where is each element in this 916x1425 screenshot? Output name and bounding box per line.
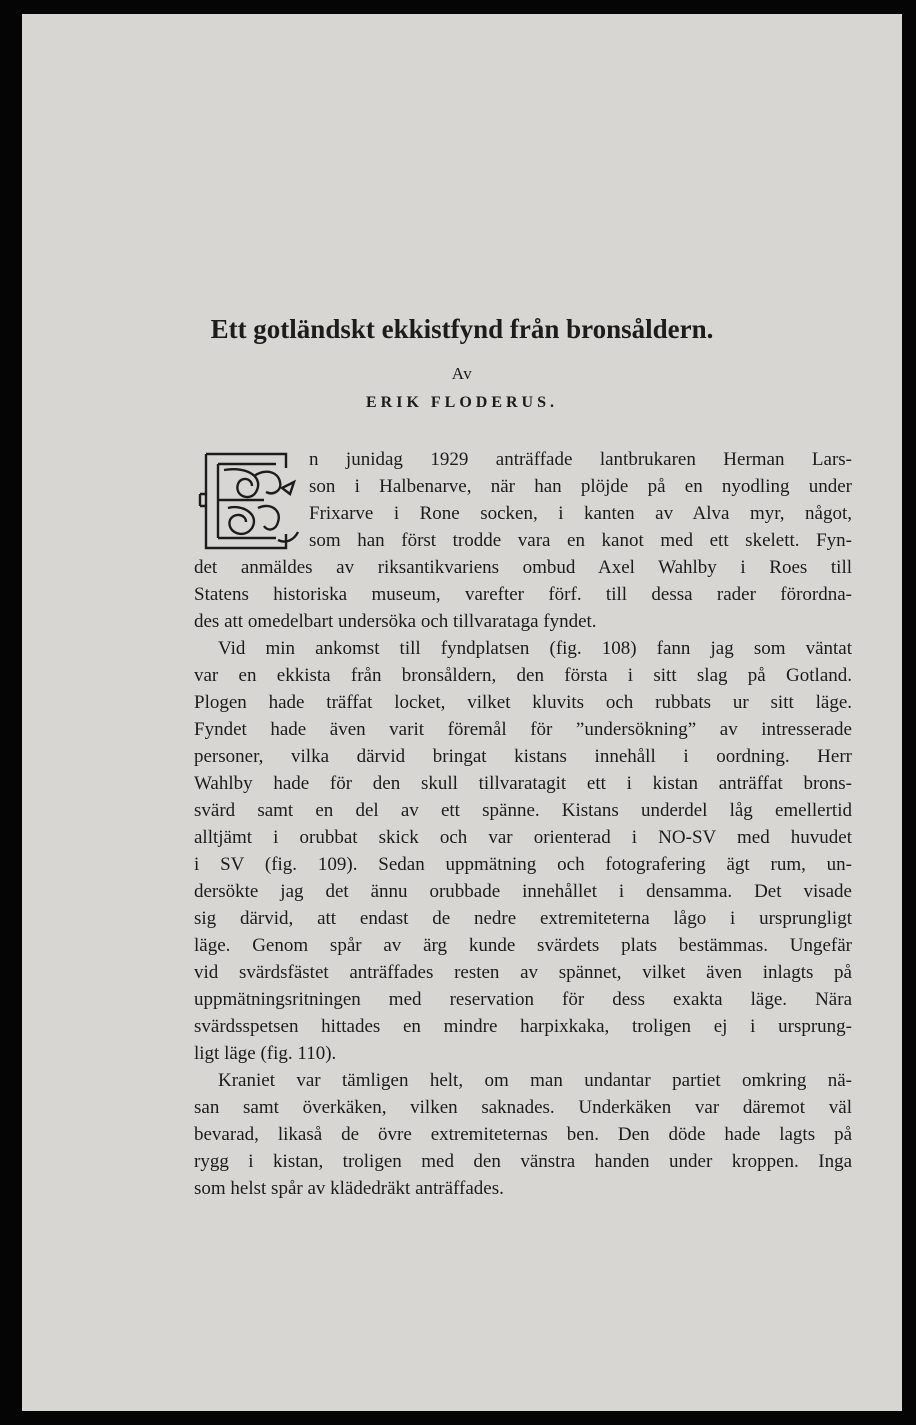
body-line: rygg i kistan, troligen med den vänstra handen under kroppen. Inga — [194, 1151, 852, 1172]
article-title: Ett gotländskt ekkistfynd från bronsåldern. — [210, 314, 714, 344]
body-line: sig därvid, att endast de nedre extremiteterna lågo i ursprungligt — [194, 908, 852, 929]
body-line: vid svärdsfästet anträffades resten av spännet, vilket även inlagts på — [194, 962, 852, 983]
body-line: son i Halbenarve, när han plöjde på en nyodling under — [309, 476, 852, 497]
body-line: svärd samt en del av ett spänne. Kistans underdel låg emellertid — [194, 800, 852, 821]
body-line: n junidag 1929 anträffade lantbrukaren Herman Lars- — [309, 449, 852, 470]
body-line: alltjämt i orubbat skick och var orienterad i NO-SV med huvudet — [194, 827, 852, 848]
body-line: uppmätningsritningen med reservation för dess exakta läge. Nära — [194, 989, 852, 1010]
body-line: svärdsspetsen hittades en mindre harpixkaka, troligen ej i ursprung- — [194, 1016, 852, 1037]
body-line: som helst spår av klädedräkt anträffades. — [194, 1178, 504, 1199]
body-line: des att omedelbart undersöka och tillvaratagа fyndet. — [194, 611, 597, 632]
body-line: Wahlby hade för den skull tillvaratagit ett i kistan anträffat brons- — [194, 773, 852, 794]
page — [22, 14, 902, 1411]
decorated-initial-e-icon — [194, 448, 312, 554]
body-line: Statens historiska museum, varefter förf. till dessa rader förordna- — [194, 584, 852, 605]
body-line: san samt överkäken, vilken saknades. Underkäken var däremot väl — [194, 1097, 852, 1118]
body-line: dersökte jag det ännu orubbade innehållet i densamma. Det visade — [194, 881, 852, 902]
body-line: Kraniet var tämligen helt, om man undantar partiet omkring nä- — [218, 1070, 852, 1091]
byline: Av — [451, 364, 473, 383]
body-line: läge. Genom spår av ärg kunde svärdets plats bestämmas. Ungefär — [194, 935, 852, 956]
body-line: bevarad, likaså de övre extremiteternas ben. Den döde hade lagts på — [194, 1124, 852, 1145]
body-line: Frixarve i Rone socken, i kanten av Alva myr, något, — [309, 503, 852, 524]
body-line: som han först trodde vara en kanot med ett skelett. Fyn- — [309, 530, 852, 551]
body-line: Vid min ankomst till fyndplatsen (fig. 108) fann jag som väntat — [218, 638, 852, 659]
body-line: det anmäldes av riksantikvariens ombud Axel Wahlby i Roes till — [194, 557, 852, 578]
body-line: personer, vilka därvid bringat kistans innehåll i oordning. Herr — [194, 746, 852, 767]
body-line: var en ekkista från bronsåldern, den första i sitt slag på Gotland. — [194, 665, 852, 686]
body-line: i SV (fig. 109). Sedan uppmätning och fotografering ägt rum, un- — [194, 854, 852, 875]
body-line: ligt läge (fig. 110). — [194, 1043, 337, 1064]
body-line: Plogen hade träffat locket, vilket kluvits och rubbats ur sitt läge. — [194, 692, 852, 713]
author-name: ERIK FLODERUS. — [365, 394, 559, 411]
body-line: Fyndet hade även varit föremål för ”undersökning” av intresserade — [194, 719, 852, 740]
